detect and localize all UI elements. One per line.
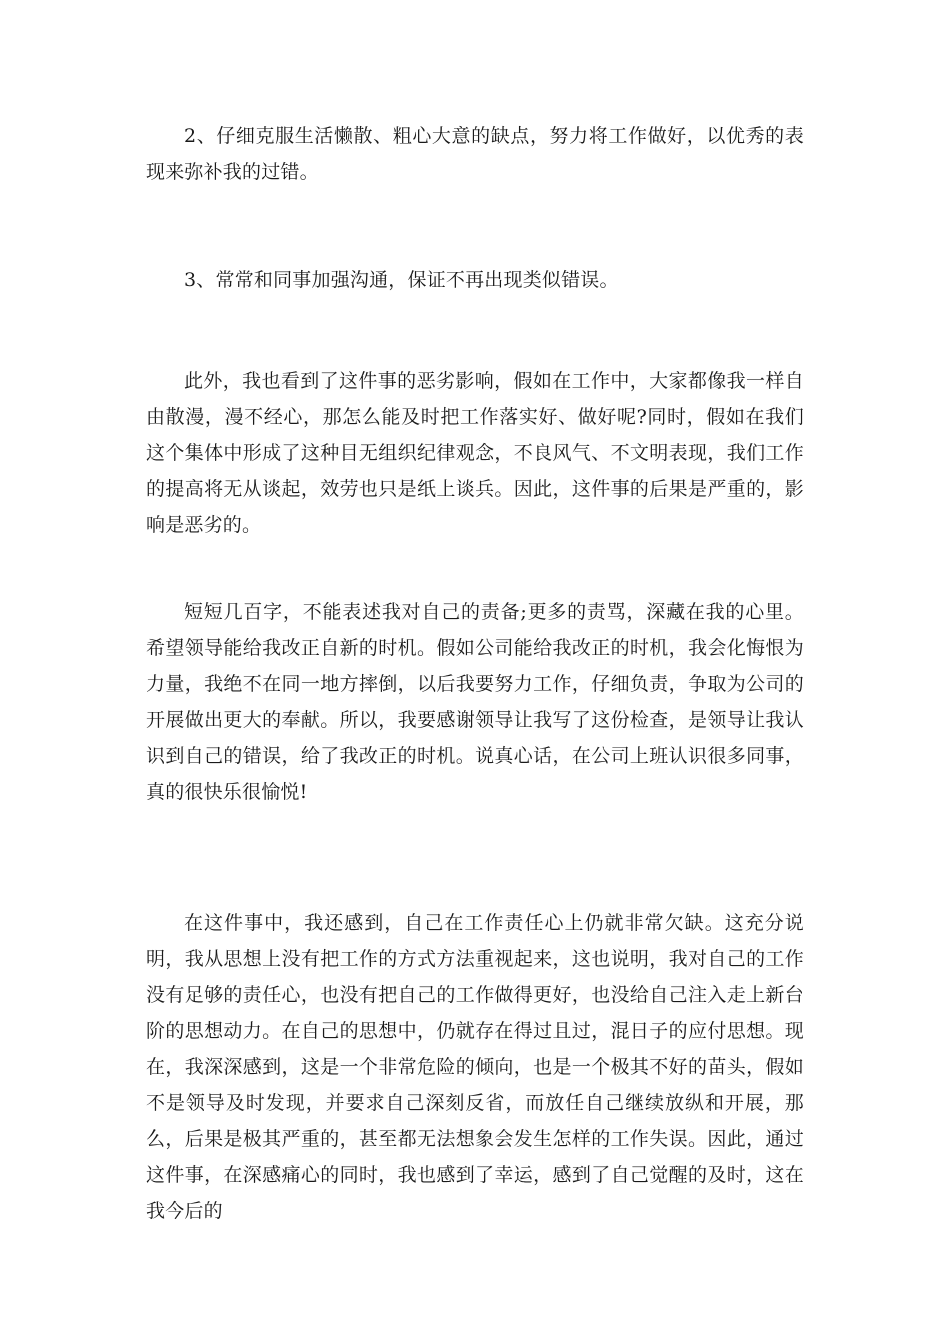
paragraph-reflection: 在这件事中，我还感到，自己在工作责任心上仍就非常欠缺。这充分说明，我从思想上没有把工作的方式方法重视起来，这也说明，我对自己的工作没有足够的责任心，也没有把自己的工作做得更好，也没给自己注入走上新台阶的思想动力。在自己的思想中，仍就存在得过且过，混日子的应付思想。现在，我深深感到，这是一个非常危险的倾向，也是一个极其不好的苗头，假如不是领导及时发现，并要求自己深刻反省，而放任自己继续放纵和开展，那么，后果是极其严重的，甚至都无法想象会发生怎样的工作失误。因此，通过这件事，在深感痛心的同时，我也感到了幸运，感到了自己觉醒的及时，这在我今后的 bbox=[146, 912, 804, 1222]
paragraph-item-2: 2、仔细克服生活懒散、粗心大意的缺点，努力将工作做好，以优秀的表现来弥补我的过错。 bbox=[146, 125, 804, 183]
paragraph-consequences: 此外，我也看到了这件事的恶劣影响，假如在工作中，大家都像我一样自由散漫，漫不经心，那怎么能及时把工作落实好、做好呢?同时，假如在我们这个集体中形成了这种目无组织纪律观念，不良风气、不文明表现，我们工作的提高将无从谈起，效劳也只是纸上谈兵。因此，这件事的后果是严重的，影响是恶劣的。 bbox=[146, 370, 804, 536]
paragraph-item-3: 3、常常和同事加强沟通，保证不再出现类似错误。 bbox=[184, 269, 619, 291]
paragraph-apology: 短短几百字，不能表述我对自己的责备;更多的责骂，深藏在我的心里。希望领导能给我改正自新的时机。假如公司能给我改正的时机，我会化悔恨为力量，我绝不在同一地方摔倒，以后我要努力工作，仔细负责，争取为公司的开展做出更大的奉献。所以，我要感谢领导让我写了这份检查，是领导让我认识到自己的错误，给了我改正的时机。说真心话，在公司上班认识很多同事，真的很快乐很愉悦! bbox=[146, 601, 804, 803]
